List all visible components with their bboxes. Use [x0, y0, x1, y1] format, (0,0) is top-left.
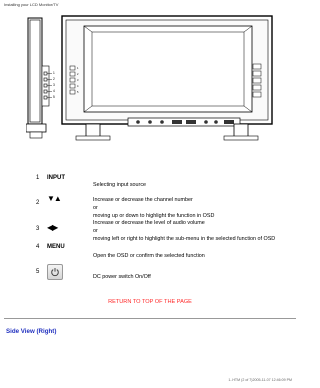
item-number: 1	[36, 175, 40, 181]
left-right-triangle-icon: ◀▶	[47, 223, 58, 232]
item-number: 2	[36, 200, 40, 206]
power-icon	[47, 264, 63, 280]
page-footer: 1..HTM (2 of 7)2005-11-07 12:46:09 PM	[228, 378, 292, 382]
item-description: Increase or decrease the channel number or moving up or down to highlight the function in OSD	[93, 197, 215, 219]
svg-text:2: 2	[53, 77, 55, 81]
svg-text:3: 3	[53, 83, 55, 87]
svg-text:2: 2	[77, 73, 79, 76]
return-to-top-link[interactable]: RETURN TO TOP OF THE PAGE	[108, 299, 192, 305]
item-number: 5	[36, 269, 40, 275]
svg-text:4: 4	[53, 89, 55, 93]
item-label: INPUT	[47, 175, 65, 181]
monitor-rear-view-figure	[26, 14, 274, 144]
up-down-triangle-icon: ▼▲	[47, 194, 61, 203]
item-number: 3	[36, 226, 40, 232]
svg-text:4: 4	[77, 85, 79, 88]
power-button-icon-box	[47, 264, 63, 280]
monitor-rear-panel	[62, 16, 272, 140]
item-label: MENU	[47, 244, 65, 250]
item-description: DC power switch On/Off	[93, 274, 151, 280]
page-header: Installing your LCD Monitor/TV	[4, 2, 59, 7]
divider	[4, 318, 296, 319]
item-number: 4	[36, 244, 40, 250]
section-title: Side View (Right)	[6, 328, 57, 335]
monitor-side-profile	[26, 18, 55, 138]
item-description: Selecting input source	[93, 182, 147, 188]
svg-text:5: 5	[53, 95, 55, 99]
svg-text:5: 5	[77, 91, 79, 94]
svg-text:1: 1	[77, 67, 79, 70]
item-description: Open the OSD or confirm the selected function	[93, 253, 205, 259]
item-description: Increase or decrease the level of audio volume or moving left or right to highlight the sub-menu in the selected function of OSD	[93, 220, 276, 242]
svg-text:3: 3	[77, 79, 79, 82]
svg-text:1: 1	[53, 71, 55, 75]
